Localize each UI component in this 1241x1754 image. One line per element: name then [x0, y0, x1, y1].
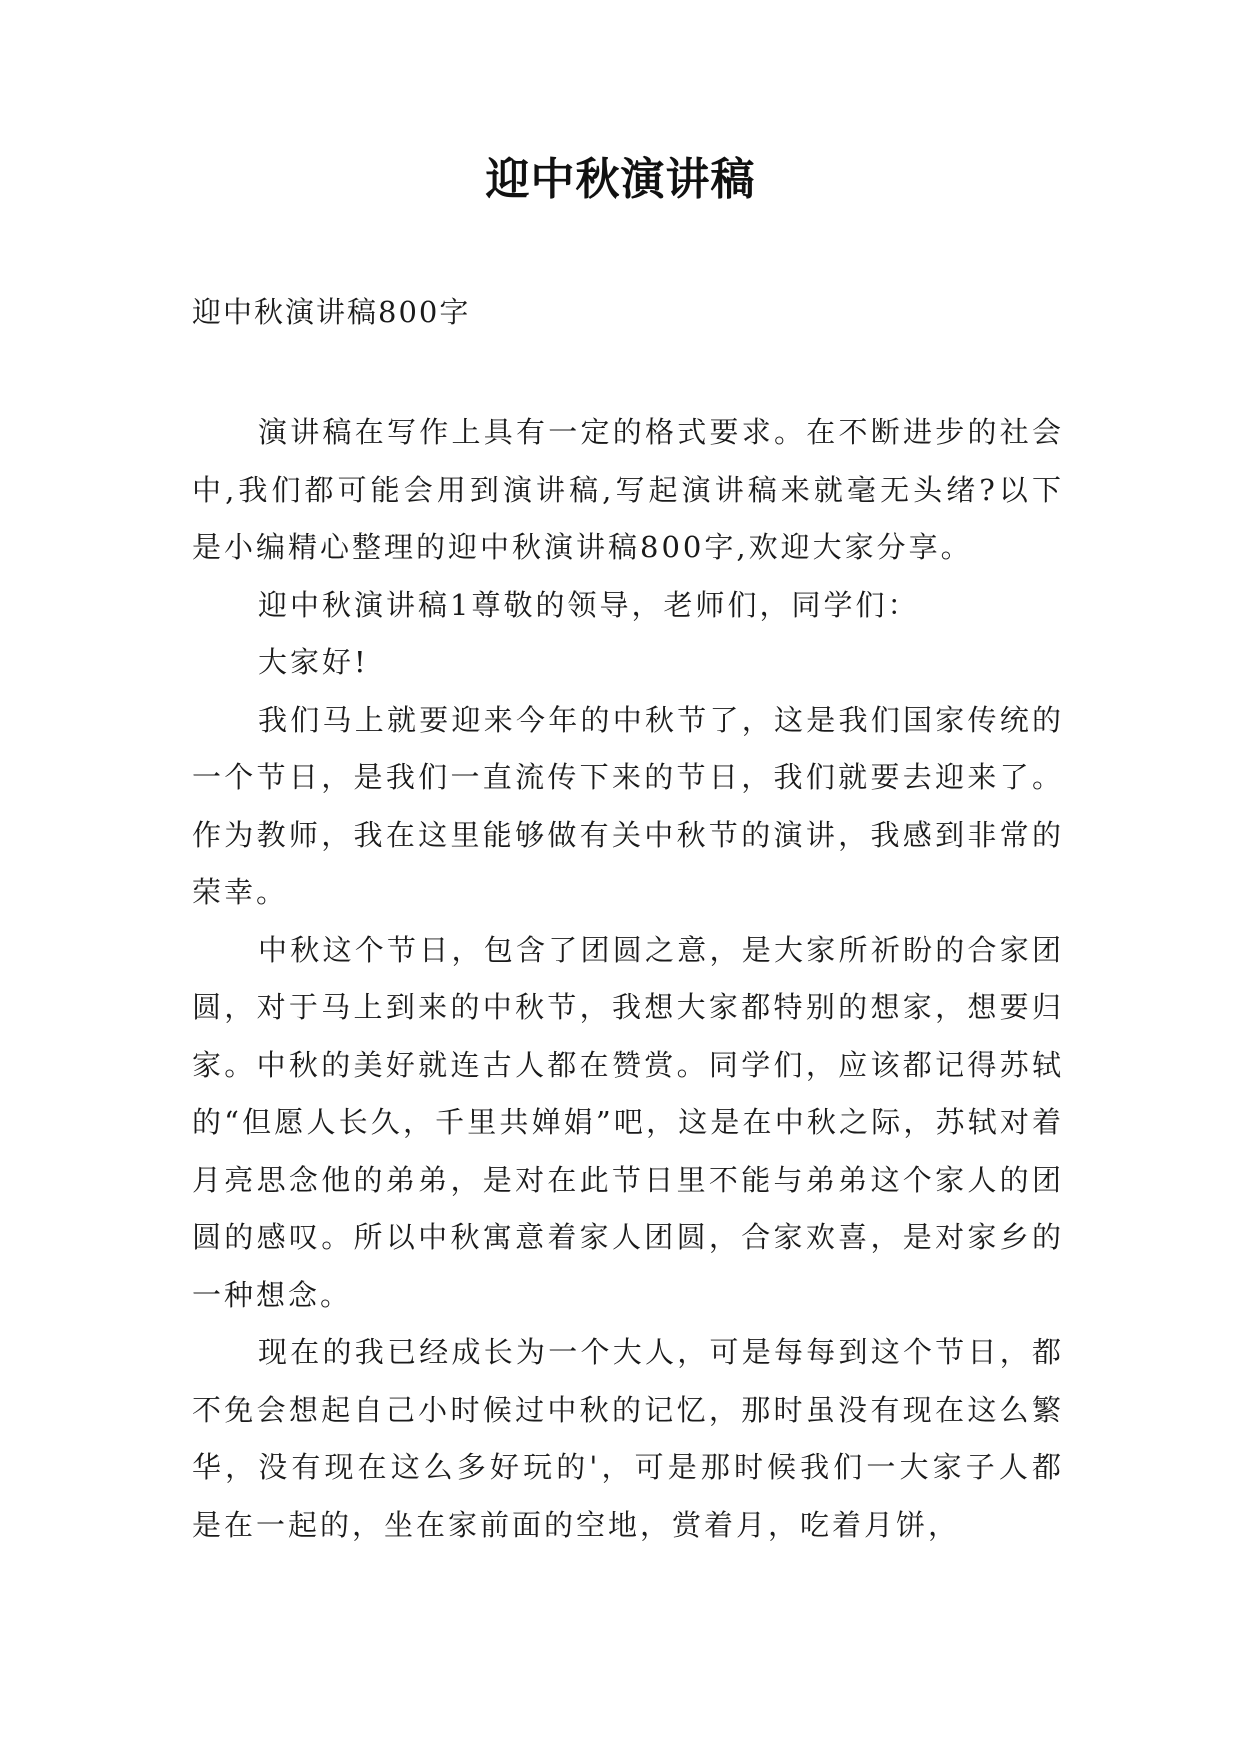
- document-body: [192, 404, 1064, 1554]
- document-subtitle: 迎中秋演讲稿800字: [192, 295, 471, 329]
- paragraph-greeting: 大家好!: [258, 645, 369, 679]
- paragraph-intro: 演讲稿在写作上具有一定的格式要求。在不断进步的社会中,我们都可能会用到演讲稿,写起演讲稿来就毫无头绪?以下是小编精心整理的迎中秋演讲稿800字,欢迎大家分享。: [192, 415, 1064, 564]
- paragraph-salutation: 迎中秋演讲稿1尊敬的领导，老师们，同学们：: [258, 587, 920, 622]
- paragraph-childhood-memory: 现在的我已经成长为一个大人，可是每每到这个节日，都不免会想起自己小时候过中秋的记忆，那时虽没有现在这么繁华，没有现在这么多好玩的'，可是那时候我们一大家子人都是在一起的，坐在家前面的空地，赏着月，吃着月饼，: [192, 1335, 1064, 1542]
- paragraph-reunion-meaning: 中秋这个节日，包含了团圆之意，是大家所祈盼的合家团圆，对于马上到来的中秋节，我想大家都特别的想家，想要归家。中秋的美好就连古人都在赞赏。同学们，应该都记得苏轼的“但愿人长久，千里共婵娟”吧，这是在中秋之际，苏轼对着月亮思念他的弟弟，是对在此节日里不能与弟弟这个家人的团圆的感叹。所以中秋寓意着家人团圆，合家欢喜，是对家乡的一种想念。: [192, 932, 1064, 1312]
- paragraph-mid-autumn-coming: 我们马上就要迎来今年的中秋节了，这是我们国家传统的一个节日，是我们一直流传下来的节日，我们就要去迎来了。作为教师，我在这里能够做有关中秋节的演讲，我感到非常的荣幸。: [192, 702, 1064, 909]
- document-title: 迎中秋演讲稿: [485, 154, 756, 205]
